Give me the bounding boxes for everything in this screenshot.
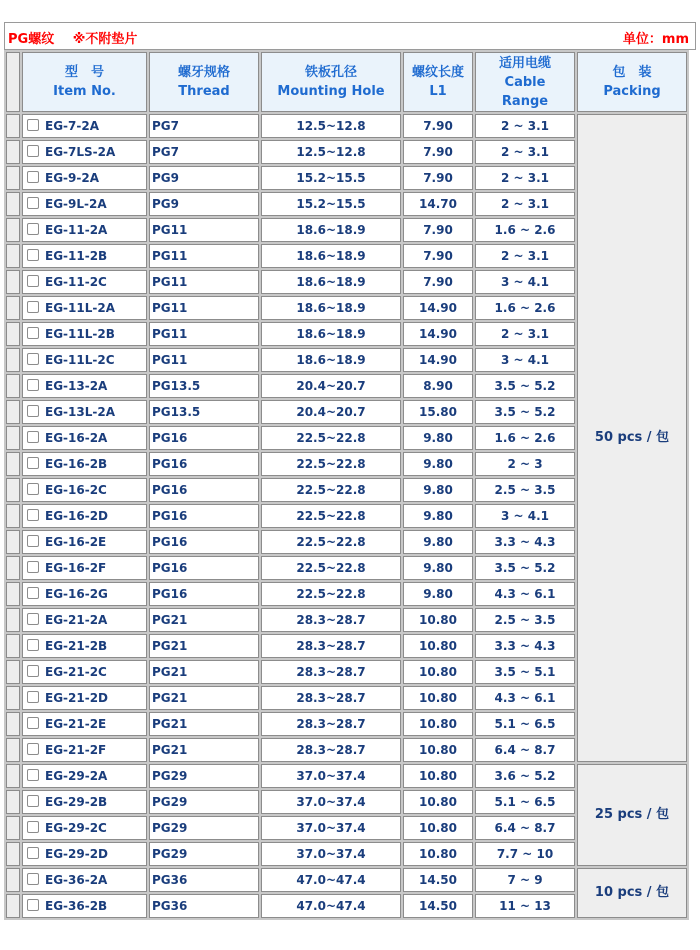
length-cell: 8.90	[403, 374, 473, 398]
length-cell: 10.80	[403, 816, 473, 840]
item-no-cell	[22, 244, 147, 268]
cable-range-cell: 11 ~ 13	[475, 894, 575, 918]
length-cell: 15.80	[403, 400, 473, 424]
cable-range-cell: 3.5 ~ 5.2	[475, 400, 575, 424]
row-checkbox[interactable]	[27, 587, 39, 599]
length-cell: 14.90	[403, 348, 473, 372]
thread-cell: PG16	[149, 582, 259, 606]
cable-range-cell: 2 ~ 3.1	[475, 244, 575, 268]
row-checkbox[interactable]	[27, 743, 39, 755]
item-no-text: EG-21-2C	[45, 665, 107, 679]
header-row	[6, 52, 687, 112]
header-mounting-hole	[261, 52, 401, 112]
item-no-cell	[22, 764, 147, 788]
row-checkbox[interactable]	[27, 249, 39, 261]
item-no-cell	[22, 192, 147, 216]
length-cell: 10.80	[403, 712, 473, 736]
cable-range-cell: 6.4 ~ 8.7	[475, 816, 575, 840]
cable-range-cell: 3.3 ~ 4.3	[475, 634, 575, 658]
item-no-text: EG-11-2A	[45, 223, 108, 237]
header-cable-cn: 适用电缆	[498, 55, 551, 71]
item-no-text: EG-21-2D	[45, 691, 109, 705]
item-no-cell	[22, 452, 147, 476]
length-cell: 9.80	[403, 504, 473, 528]
row-select-cell[interactable]	[6, 166, 20, 190]
mounting-hole-cell: 22.5~22.8	[261, 426, 401, 450]
thread-cell: PG11	[149, 322, 259, 346]
row-checkbox[interactable]	[27, 847, 39, 859]
row-select-cell[interactable]	[6, 868, 20, 892]
mounting-hole-cell: 18.6~18.9	[261, 270, 401, 294]
row-select-cell[interactable]	[6, 400, 20, 424]
row-checkbox[interactable]	[27, 301, 39, 313]
mounting-hole-cell: 20.4~20.7	[261, 400, 401, 424]
length-cell: 10.80	[403, 660, 473, 684]
thread-cell: PG21	[149, 608, 259, 632]
item-no-text: EG-7LS-2A	[45, 145, 116, 159]
row-checkbox[interactable]	[27, 457, 39, 469]
cable-range-cell: 5.1 ~ 6.5	[475, 790, 575, 814]
header-hole-en: Mounting Hole	[277, 84, 385, 99]
cable-range-cell: 2 ~ 3.1	[475, 140, 575, 164]
row-select-cell[interactable]	[6, 504, 20, 528]
cable-range-cell: 3.5 ~ 5.1	[475, 660, 575, 684]
row-checkbox[interactable]	[27, 405, 39, 417]
item-no-cell	[22, 140, 147, 164]
cable-range-cell: 5.1 ~ 6.5	[475, 712, 575, 736]
header-thread-en: Thread	[178, 84, 230, 99]
packing-cell: 25 pcs / 包	[577, 764, 687, 866]
cable-range-cell: 7 ~ 9	[475, 868, 575, 892]
length-cell: 14.50	[403, 894, 473, 918]
row-select-cell[interactable]	[6, 608, 20, 632]
item-no-text: EG-36-2A	[45, 873, 108, 887]
thread-cell: PG36	[149, 894, 259, 918]
row-checkbox[interactable]	[27, 821, 39, 833]
item-no-text: EG-9-2A	[45, 171, 99, 185]
row-select-cell[interactable]	[6, 790, 20, 814]
length-cell: 7.90	[403, 218, 473, 242]
item-no-cell	[22, 322, 147, 346]
mounting-hole-cell: 18.6~18.9	[261, 244, 401, 268]
row-checkbox[interactable]	[27, 327, 39, 339]
mounting-hole-cell: 47.0~47.4	[261, 894, 401, 918]
thread-cell: PG11	[149, 270, 259, 294]
thread-cell: PG13.5	[149, 400, 259, 424]
item-no-text: EG-29-2D	[45, 847, 109, 861]
cable-range-cell: 3 ~ 4.1	[475, 348, 575, 372]
row-select-cell[interactable]	[6, 660, 20, 684]
header-length	[403, 52, 473, 112]
length-cell: 7.90	[403, 244, 473, 268]
item-no-cell	[22, 296, 147, 320]
row-checkbox[interactable]	[27, 379, 39, 391]
item-no-text: EG-29-2A	[45, 769, 108, 783]
cable-range-cell: 3.6 ~ 5.2	[475, 764, 575, 788]
table-body	[6, 114, 687, 918]
item-no-cell	[22, 712, 147, 736]
mounting-hole-cell: 18.6~18.9	[261, 322, 401, 346]
row-checkbox[interactable]	[27, 509, 39, 521]
row-checkbox[interactable]	[27, 795, 39, 807]
row-select-cell[interactable]	[6, 270, 20, 294]
length-cell: 10.80	[403, 842, 473, 866]
mounting-hole-cell: 15.2~15.5	[261, 192, 401, 216]
row-checkbox[interactable]	[27, 483, 39, 495]
item-no-text: EG-11L-2C	[45, 353, 115, 367]
row-checkbox[interactable]	[27, 353, 39, 365]
item-no-text: EG-16-2F	[45, 561, 107, 575]
cable-range-cell: 3.3 ~ 4.3	[475, 530, 575, 554]
mounting-hole-cell: 37.0~37.4	[261, 790, 401, 814]
row-checkbox[interactable]	[27, 223, 39, 235]
row-select-cell[interactable]	[6, 192, 20, 216]
item-no-cell	[22, 478, 147, 502]
row-select-cell[interactable]	[6, 114, 20, 138]
length-cell: 14.50	[403, 868, 473, 892]
mounting-hole-cell: 22.5~22.8	[261, 582, 401, 606]
cable-range-cell: 7.7 ~ 10	[475, 842, 575, 866]
length-cell: 10.80	[403, 790, 473, 814]
item-no-text: EG-11L-2A	[45, 301, 115, 315]
item-no-text: EG-29-2B	[45, 795, 108, 809]
mounting-hole-cell: 18.6~18.9	[261, 348, 401, 372]
row-select-cell[interactable]	[6, 816, 20, 840]
row-select-cell[interactable]	[6, 296, 20, 320]
thread-cell: PG21	[149, 634, 259, 658]
thread-cell: PG16	[149, 426, 259, 450]
product-table	[4, 50, 689, 920]
row-checkbox[interactable]	[27, 171, 39, 183]
row-select-cell[interactable]	[6, 556, 20, 580]
mounting-hole-cell: 22.5~22.8	[261, 452, 401, 476]
title-left	[8, 28, 137, 47]
row-select-cell[interactable]	[6, 686, 20, 710]
row-checkbox[interactable]	[27, 197, 39, 209]
mounting-hole-cell: 28.3~28.7	[261, 738, 401, 762]
cable-range-cell: 3.5 ~ 5.2	[475, 374, 575, 398]
row-checkbox[interactable]	[27, 691, 39, 703]
header-hole-cn: 铁板孔径	[304, 65, 357, 80]
header-pack-en: Packing	[603, 84, 661, 99]
header-cable-en1: Cable	[504, 74, 546, 90]
row-checkbox[interactable]	[27, 613, 39, 625]
thread-cell: PG21	[149, 712, 259, 736]
mounting-hole-cell: 28.3~28.7	[261, 608, 401, 632]
length-cell: 9.80	[403, 452, 473, 476]
length-cell: 14.70	[403, 192, 473, 216]
cable-range-cell: 4.3 ~ 6.1	[475, 582, 575, 606]
table-row	[6, 764, 687, 788]
row-select-cell[interactable]	[6, 530, 20, 554]
item-no-cell	[22, 166, 147, 190]
thread-cell: PG36	[149, 868, 259, 892]
length-cell: 10.80	[403, 764, 473, 788]
cable-range-cell: 2.5 ~ 3.5	[475, 478, 575, 502]
thread-cell: PG21	[149, 738, 259, 762]
thread-cell: PG7	[149, 114, 259, 138]
item-no-cell	[22, 504, 147, 528]
item-no-cell	[22, 686, 147, 710]
cable-range-cell: 1.6 ~ 2.6	[475, 218, 575, 242]
item-no-text: EG-16-2G	[45, 587, 108, 601]
mounting-hole-cell: 12.5~12.8	[261, 140, 401, 164]
thread-cell: PG9	[149, 166, 259, 190]
mounting-hole-cell: 37.0~37.4	[261, 816, 401, 840]
row-checkbox[interactable]	[27, 717, 39, 729]
thread-cell: PG9	[149, 192, 259, 216]
length-cell: 7.90	[403, 114, 473, 138]
cable-range-cell: 1.6 ~ 2.6	[475, 426, 575, 450]
mounting-hole-cell: 12.5~12.8	[261, 114, 401, 138]
item-no-text: EG-11-2C	[45, 275, 107, 289]
mounting-hole-cell: 18.6~18.9	[261, 296, 401, 320]
item-no-text: EG-16-2A	[45, 431, 108, 445]
thread-cell: PG16	[149, 452, 259, 476]
thread-cell: PG29	[149, 790, 259, 814]
row-select-cell[interactable]	[6, 452, 20, 476]
row-select-cell[interactable]	[6, 374, 20, 398]
row-checkbox[interactable]	[27, 431, 39, 443]
item-no-text: EG-29-2C	[45, 821, 107, 835]
row-select-cell[interactable]	[6, 634, 20, 658]
row-checkbox[interactable]	[27, 899, 39, 911]
header-thread-cn: 螺牙规格	[177, 65, 230, 80]
thread-cell: PG21	[149, 686, 259, 710]
item-no-cell	[22, 374, 147, 398]
item-no-cell	[22, 556, 147, 580]
item-no-text: EG-11-2B	[45, 249, 108, 263]
cable-range-cell: 3 ~ 4.1	[475, 270, 575, 294]
mounting-hole-cell: 22.5~22.8	[261, 478, 401, 502]
thread-cell: PG16	[149, 556, 259, 580]
mounting-hole-cell: 22.5~22.8	[261, 556, 401, 580]
cable-range-cell: 4.3 ~ 6.1	[475, 686, 575, 710]
row-select-cell[interactable]	[6, 244, 20, 268]
header-thread	[149, 52, 259, 112]
length-cell: 10.80	[403, 634, 473, 658]
length-cell: 9.80	[403, 556, 473, 580]
header-cable-range	[475, 52, 575, 112]
item-no-cell	[22, 530, 147, 554]
row-select-cell[interactable]	[6, 478, 20, 502]
row-select-cell[interactable]	[6, 140, 20, 164]
table-row	[6, 868, 687, 892]
mounting-hole-cell: 22.5~22.8	[261, 530, 401, 554]
item-no-cell	[22, 608, 147, 632]
header-select	[6, 52, 20, 112]
row-checkbox[interactable]	[27, 145, 39, 157]
header-item-cn: 型 号	[64, 65, 104, 80]
item-no-text: EG-16-2D	[45, 509, 109, 523]
thread-cell: PG21	[149, 660, 259, 684]
length-cell: 10.80	[403, 608, 473, 632]
row-checkbox[interactable]	[27, 769, 39, 781]
thread-cell: PG11	[149, 348, 259, 372]
cable-range-cell: 2 ~ 3.1	[475, 114, 575, 138]
unit-label: 单位：mm	[622, 32, 689, 47]
item-no-cell	[22, 348, 147, 372]
row-select-cell[interactable]	[6, 218, 20, 242]
length-cell: 9.80	[403, 530, 473, 554]
row-select-cell[interactable]	[6, 348, 20, 372]
item-no-cell	[22, 634, 147, 658]
row-checkbox[interactable]	[27, 119, 39, 131]
header-item-en: Item No.	[53, 84, 116, 99]
thread-cell: PG13.5	[149, 374, 259, 398]
mounting-hole-cell: 15.2~15.5	[261, 166, 401, 190]
item-no-text: EG-7-2A	[45, 119, 99, 133]
header-len-en: L1	[429, 84, 447, 99]
row-select-cell[interactable]	[6, 738, 20, 762]
length-cell: 9.80	[403, 426, 473, 450]
item-no-cell	[22, 894, 147, 918]
item-no-cell	[22, 738, 147, 762]
header-item-no	[22, 52, 147, 112]
cable-range-cell: 2.5 ~ 3.5	[475, 608, 575, 632]
mounting-hole-cell: 20.4~20.7	[261, 374, 401, 398]
row-checkbox[interactable]	[27, 665, 39, 677]
thread-cell: PG29	[149, 842, 259, 866]
length-cell: 10.80	[403, 686, 473, 710]
cable-range-cell: 3 ~ 4.1	[475, 504, 575, 528]
item-no-text: EG-16-2E	[45, 535, 107, 549]
item-no-text: EG-36-2B	[45, 899, 108, 913]
cable-range-cell: 3.5 ~ 5.2	[475, 556, 575, 580]
row-checkbox[interactable]	[27, 535, 39, 547]
packing-cell: 50 pcs / 包	[577, 114, 687, 762]
length-cell: 7.90	[403, 140, 473, 164]
length-cell: 14.90	[403, 322, 473, 346]
title-note: ※不附垫片	[72, 32, 138, 47]
item-no-text: EG-21-2A	[45, 613, 108, 627]
cable-range-cell: 1.6 ~ 2.6	[475, 296, 575, 320]
thread-cell: PG11	[149, 244, 259, 268]
length-cell: 7.90	[403, 166, 473, 190]
header-cable-en2: Range	[501, 93, 549, 109]
row-select-cell[interactable]	[6, 322, 20, 346]
row-select-cell[interactable]	[6, 712, 20, 736]
thread-cell: PG16	[149, 530, 259, 554]
thread-cell: PG7	[149, 140, 259, 164]
item-no-cell	[22, 426, 147, 450]
item-no-text: EG-13L-2A	[45, 405, 115, 419]
packing-cell: 10 pcs / 包	[577, 868, 687, 918]
mounting-hole-cell: 22.5~22.8	[261, 504, 401, 528]
item-no-text: EG-11L-2B	[45, 327, 115, 341]
item-no-cell	[22, 114, 147, 138]
table-row	[6, 114, 687, 138]
item-no-cell	[22, 582, 147, 606]
cable-range-cell: 6.4 ~ 8.7	[475, 738, 575, 762]
row-select-cell[interactable]	[6, 842, 20, 866]
mounting-hole-cell: 37.0~37.4	[261, 764, 401, 788]
item-no-text: EG-21-2F	[45, 743, 107, 757]
mounting-hole-cell: 18.6~18.9	[261, 218, 401, 242]
cable-range-cell: 2 ~ 3.1	[475, 192, 575, 216]
row-select-cell[interactable]	[6, 764, 20, 788]
row-select-cell[interactable]	[6, 426, 20, 450]
length-cell: 10.80	[403, 738, 473, 762]
thread-cell: PG16	[149, 504, 259, 528]
item-no-cell	[22, 868, 147, 892]
item-no-cell	[22, 270, 147, 294]
mounting-hole-cell: 28.3~28.7	[261, 634, 401, 658]
cable-range-cell: 2 ~ 3	[475, 452, 575, 476]
item-no-cell	[22, 842, 147, 866]
thread-cell: PG11	[149, 296, 259, 320]
row-checkbox[interactable]	[27, 639, 39, 651]
row-select-cell[interactable]	[6, 894, 20, 918]
title-thread-type: PG螺纹	[8, 32, 55, 47]
table-title-bar	[4, 22, 696, 50]
item-no-cell	[22, 816, 147, 840]
item-no-cell	[22, 400, 147, 424]
mounting-hole-cell: 47.0~47.4	[261, 868, 401, 892]
cable-range-cell: 2 ~ 3.1	[475, 322, 575, 346]
item-no-text: EG-16-2B	[45, 457, 108, 471]
mounting-hole-cell: 28.3~28.7	[261, 712, 401, 736]
mounting-hole-cell: 28.3~28.7	[261, 686, 401, 710]
length-cell: 14.90	[403, 296, 473, 320]
mounting-hole-cell: 28.3~28.7	[261, 660, 401, 684]
row-checkbox[interactable]	[27, 873, 39, 885]
header-len-cn: 螺纹长度	[411, 65, 464, 80]
item-no-cell	[22, 790, 147, 814]
mounting-hole-cell: 37.0~37.4	[261, 842, 401, 866]
item-no-text: EG-21-2B	[45, 639, 108, 653]
length-cell: 7.90	[403, 270, 473, 294]
item-no-text: EG-16-2C	[45, 483, 107, 497]
item-no-text: EG-9L-2A	[45, 197, 107, 211]
length-cell: 9.80	[403, 478, 473, 502]
thread-cell: PG29	[149, 816, 259, 840]
thread-cell: PG11	[149, 218, 259, 242]
item-no-cell	[22, 660, 147, 684]
header-packing	[577, 52, 687, 112]
item-no-cell	[22, 218, 147, 242]
thread-cell: PG16	[149, 478, 259, 502]
item-no-text: EG-13-2A	[45, 379, 108, 393]
item-no-text: EG-21-2E	[45, 717, 107, 731]
cable-range-cell: 2 ~ 3.1	[475, 166, 575, 190]
thread-cell: PG29	[149, 764, 259, 788]
length-cell: 9.80	[403, 582, 473, 606]
row-checkbox[interactable]	[27, 275, 39, 287]
header-pack-cn: 包 装	[612, 65, 652, 80]
row-select-cell[interactable]	[6, 582, 20, 606]
row-checkbox[interactable]	[27, 561, 39, 573]
